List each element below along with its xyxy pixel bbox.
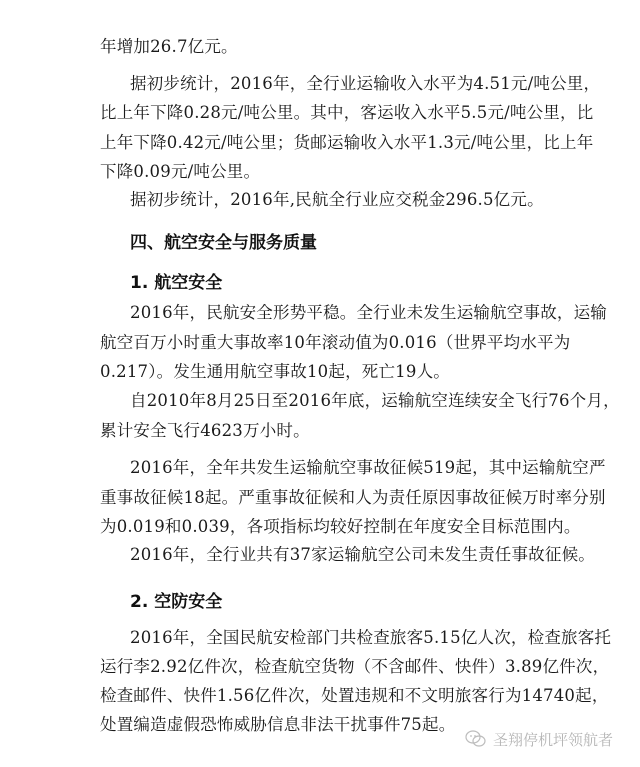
text-line: 处置编造虚假恐怖威胁信息非法干扰事件75起。 (100, 715, 456, 734)
subsection-heading-aviation-security: 2. 空防安全 (130, 592, 223, 612)
text-line: 据初步统计，2016年，全行业运输收入水平为4.51元/吨公里， (130, 74, 601, 93)
wechat-icon (465, 729, 487, 749)
text-line: 2016年，全国民航安检部门共检查旅客5.15亿人次，检查旅客托 (130, 628, 612, 647)
text-line: 2016年，民航安全形势平稳。全行业未发生运输航空事故，运输 (130, 303, 607, 322)
text-line: 0.217）。发生通用航空事故10起，死亡19人。 (100, 362, 450, 381)
text-line: 年增加26.7亿元。 (100, 37, 238, 56)
watermark-text: 圣翔停机坪领航者 (493, 730, 614, 749)
section-heading: 四、航空安全与服务质量 (130, 233, 317, 253)
watermark (465, 727, 613, 751)
text-line: 运行李2.92亿件次，检查航空货物（不含邮件、快件）3.89亿件次， (100, 657, 610, 676)
text-line: 2016年，全行业共有37家运输航空公司未发生责任事故征候。 (130, 545, 595, 564)
text-line: 为0.019和0.039，各项指标均较好控制在年度安全目标范围内。 (100, 517, 581, 536)
text-line: 上年下降0.42元/吨公里；货邮运输收入水平1.3元/吨公里，比上年 (100, 133, 594, 152)
text-line: 自2010年8月25日至2016年底，运输航空连续安全飞行76个月， (130, 391, 620, 410)
text-line: 检查邮件、快件1.56亿件次，处置违规和不文明旅客行为14740起， (100, 686, 609, 705)
text-line: 比上年下降0.28元/吨公里。其中，客运收入水平5.5元/吨公里，比 (100, 103, 594, 122)
text-line: 累计安全飞行4623万小时。 (100, 421, 310, 440)
text-line: 2016年，全年共发生运输航空事故征候519起，其中运输航空严 (130, 458, 606, 477)
text-line: 航空百万小时重大事故率10年滚动值为0.016（世界平均水平为 (100, 333, 571, 352)
text-line: 据初步统计，2016年,民航全行业应交税金296.5亿元。 (130, 190, 544, 209)
text-line: 下降0.09元/吨公里。 (100, 162, 261, 181)
subsection-heading-aviation-safety: 1. 航空安全 (130, 273, 223, 293)
text-line: 重事故征候18起。严重事故征候和人为责任原因事故征候万时率分别 (100, 488, 606, 507)
